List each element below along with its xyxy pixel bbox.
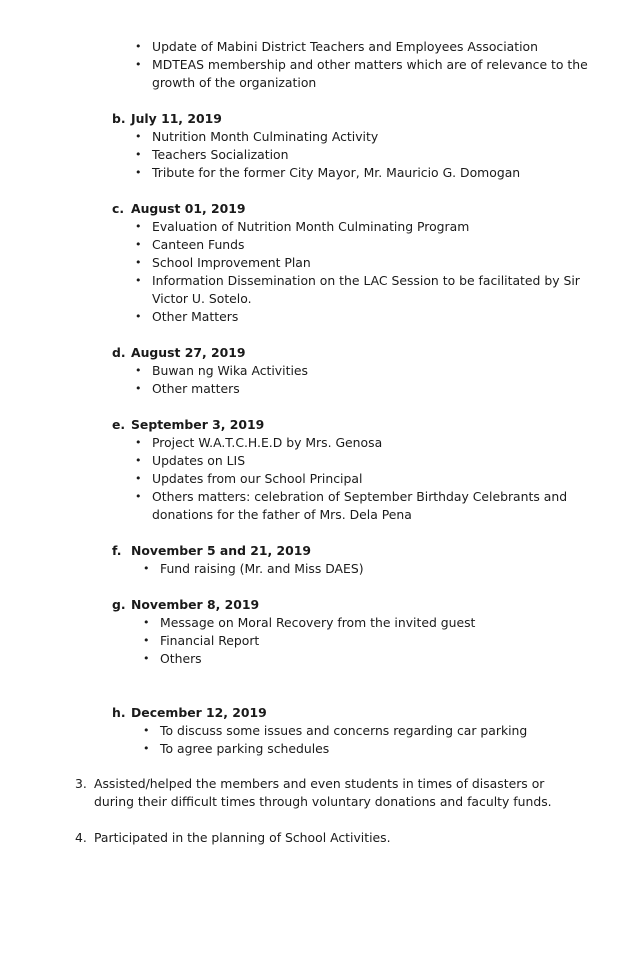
bullet-icon: • [143, 634, 150, 647]
section-date: November 5 and 21, 2019 [131, 543, 312, 558]
bullet-icon: • [143, 616, 150, 629]
section-letter: h. [112, 705, 126, 720]
list-item-text: Teachers Socialization [152, 147, 289, 162]
section-date: August 01, 2019 [131, 201, 246, 216]
section-date: December 12, 2019 [131, 705, 267, 720]
bullet-icon: • [143, 724, 150, 737]
list-item-text: Updates on LIS [152, 453, 246, 468]
list-item-text: Nutrition Month Culminating Activity [152, 129, 379, 144]
bullet-icon: • [135, 58, 142, 71]
list-item-text: Financial Report [160, 633, 260, 648]
list-item-text: To discuss some issues and concerns regarding car parking [160, 723, 528, 738]
list-item-text: Buwan ng Wika Activities [152, 363, 308, 378]
list-item-text: Evaluation of Nutrition Month Culminating Program [152, 219, 470, 234]
list-item-text: Updates from our School Principal [152, 471, 363, 486]
bullet-icon: • [135, 40, 142, 53]
bullet-icon: • [135, 436, 142, 449]
bullet-icon: • [143, 742, 150, 755]
list-item-text: School Improvement Plan [152, 255, 311, 270]
list-item-text: Project W.A.T.C.H.E.D by Mrs. Genosa [152, 435, 383, 450]
bullet-icon: • [135, 238, 142, 251]
section-date: November 8, 2019 [131, 597, 260, 612]
bullet-icon: • [143, 562, 150, 575]
section-date: July 11, 2019 [131, 111, 222, 126]
section-letter: f. [112, 543, 122, 558]
bullet-icon: • [135, 454, 142, 467]
bullet-icon: • [143, 652, 150, 665]
list-item-text: Information Dissemination on the LAC Session to be facilitated by Sir Victor U. Sotelo. [152, 273, 580, 306]
list-item-text: Other matters [152, 381, 240, 396]
list-item-text: MDTEAS membership and other matters which are of relevance to the growth of the organization [152, 57, 588, 90]
section-letter: g. [112, 597, 126, 612]
numbered-item-text: Assisted/helped the members and even students in times of disasters or during their difficult times through voluntary donations and faculty funds. [94, 776, 552, 809]
section-letter: e. [112, 417, 126, 432]
list-item-text: Canteen Funds [152, 237, 245, 252]
numbered-item-text: Participated in the planning of School Activities. [94, 830, 391, 845]
list-item-text: Message on Moral Recovery from the invited guest [160, 615, 476, 630]
bullet-icon: • [135, 472, 142, 485]
item-number: 4. [75, 830, 87, 845]
bullet-icon: • [135, 166, 142, 179]
item-number: 3. [75, 776, 87, 791]
bullet-icon: • [135, 364, 142, 377]
section-letter: b. [112, 111, 126, 126]
bullet-icon: • [135, 310, 142, 323]
list-item-text: To agree parking schedules [160, 741, 330, 756]
bullet-icon: • [135, 274, 142, 287]
bullet-icon: • [135, 256, 142, 269]
bullet-icon: • [135, 130, 142, 143]
list-item-text: Other Matters [152, 309, 239, 324]
section-letter: d. [112, 345, 126, 360]
bullet-icon: • [135, 382, 142, 395]
bullet-icon: • [135, 490, 142, 503]
list-item-text: Tribute for the former City Mayor, Mr. Mauricio G. Domogan [152, 165, 521, 180]
section-date: August 27, 2019 [131, 345, 246, 360]
bullet-icon: • [135, 220, 142, 233]
list-item-text: Others [160, 651, 202, 666]
list-item-text: Fund raising (Mr. and Miss DAES) [160, 561, 364, 576]
list-item-text: Update of Mabini District Teachers and Employees Association [152, 39, 538, 54]
list-item-text: Others matters: celebration of September Birthday Celebrants and donations for the father of Mrs. Dela Pena [152, 489, 568, 522]
section-letter: c. [112, 201, 125, 216]
section-date: September 3, 2019 [131, 417, 265, 432]
bullet-icon: • [135, 148, 142, 161]
